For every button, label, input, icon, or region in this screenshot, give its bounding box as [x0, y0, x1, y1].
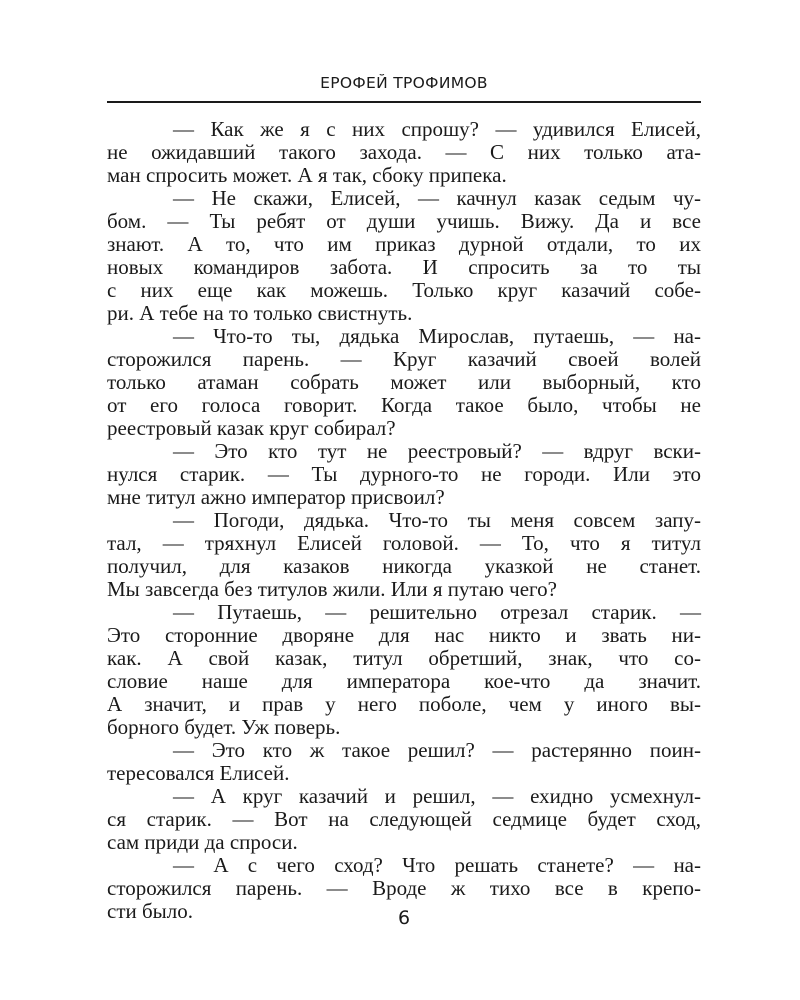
- page-number: 6: [397, 907, 411, 929]
- text-line: как. А свой казак, титул обретший, знак, что со-: [107, 646, 701, 670]
- text-line: не ожидавший такого захода. — С них только ата-: [107, 140, 701, 164]
- text-line: — Погоди, дядька. Что-то ты меня совсем запу-: [173, 508, 701, 532]
- header-rule: [107, 101, 701, 103]
- text-line: — Это кто ж такое решил? — растерянно поин-: [173, 738, 701, 762]
- text-line: только атаман собрать может или выборный, кто: [107, 370, 701, 394]
- text-line: — Путаешь, — решительно отрезал старик. —: [173, 600, 701, 624]
- text-line: Мы завсегда без титулов жили. Или я путаю чего?: [107, 577, 557, 601]
- text-line: сторожился парень. — Круг казачий своей волей: [107, 347, 701, 371]
- text-line: новых командиров забота. И спросить за то ты: [107, 255, 701, 279]
- text-line: — А с чего сход? Что решать станете? — на-: [173, 853, 701, 877]
- text-line: — Не скажи, Елисей, — качнул казак седым чу-: [173, 186, 701, 210]
- text-line: сам приди да спроси.: [107, 830, 298, 854]
- text-line: с них еще как можешь. Только круг казачий собе-: [107, 278, 701, 302]
- text-line: ман спросить может. А я так, сбоку припека.: [107, 163, 507, 187]
- text-line: тал, — тряхнул Елисей головой. — То, что я титул: [107, 531, 701, 555]
- text-line: ри. А тебе на то только свистнуть.: [107, 301, 413, 325]
- text-line: — А круг казачий и решил, — ехидно усмехнул-: [173, 784, 701, 808]
- text-line: знают. А то, что им приказ дурной отдали, то их: [107, 232, 701, 256]
- text-line: — Как же я с них спрошу? — удивился Елисей,: [173, 117, 701, 141]
- text-line: — Что-то ты, дядька Мирослав, путаешь, — на-: [173, 324, 701, 348]
- text-line: борного будет. Уж поверь.: [107, 715, 341, 739]
- text-line: получил, для казаков никогда указкой не станет.: [107, 554, 701, 578]
- text-line: нулся старик. — Ты дурного-то не городи. Или это: [107, 462, 701, 486]
- running-header: ЕРОФЕЙ ТРОФИМОВ: [320, 74, 488, 92]
- text-line: А значит, и прав у него поболе, чем у иного вы-: [107, 692, 701, 716]
- text-line: бом. — Ты ребят от души учишь. Вижу. Да и все: [107, 209, 701, 233]
- text-line: реестровый казак круг собирал?: [107, 416, 396, 440]
- text-line: Это сторонние дворяне для нас никто и звать ни-: [107, 623, 701, 647]
- text-line: сторожился парень. — Вроде ж тихо все в крепо-: [107, 876, 701, 900]
- text-line: ся старик. — Вот на следующей седмице будет сход,: [107, 807, 701, 831]
- text-line: — Это кто тут не реестровый? — вдруг вски-: [173, 439, 701, 463]
- text-line: сти было.: [107, 899, 194, 923]
- text-line: словие наше для императора кое-что да значит.: [107, 669, 701, 693]
- text-line: мне титул ажно император присвоил?: [107, 485, 445, 509]
- text-line: тересовался Елисей.: [107, 761, 290, 785]
- text-line: от его голоса говорит. Когда такое было, чтобы не: [107, 393, 701, 417]
- page-body: [107, 118, 701, 923]
